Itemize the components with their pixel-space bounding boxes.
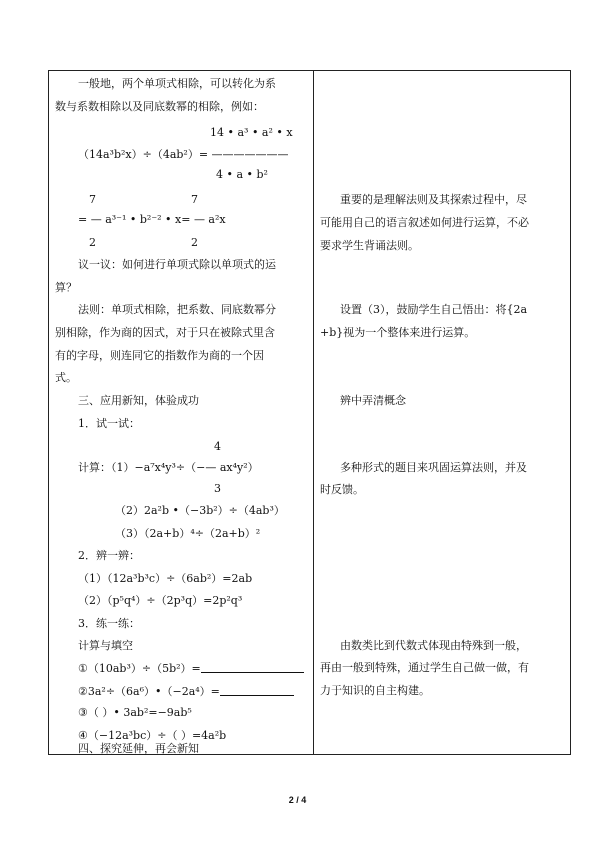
section-3-heading: 三、应用新知，体验成功 [78, 394, 199, 407]
calc-fraction-numerator: 4 [214, 440, 221, 453]
calc-fraction-denominator: 3 [214, 482, 221, 495]
rule-line-3: 有的字母，则连同它的指数作为商的一个因 [55, 349, 264, 362]
fill-item-2-text: ②3a²÷（6a⁶）•（−2a⁴）= [78, 685, 220, 698]
coef-denominator-2: 2 [191, 236, 198, 249]
intro-line-1: 一般地，两个单项式相除，可以转化为系 [78, 77, 276, 90]
page-number: 2 / 4 [288, 795, 307, 805]
fill-item-1-text: ①（10ab³）÷（5b²）= [78, 662, 201, 675]
fill-item-1 [78, 661, 304, 676]
discuss-line-1: 议一议：如何进行单项式除以单项式的运 [78, 258, 276, 271]
answer-blank-1[interactable] [201, 661, 304, 673]
note-5-line-2: 再由一般到特殊，通过学生自己做一做，有 [320, 661, 529, 674]
note-5-line-3: 力于知识的自主构建。 [320, 684, 430, 697]
note-1-line-1: 重要的是理解法则及其探索过程中，尽 [340, 193, 527, 206]
fill-item-2 [78, 684, 294, 699]
note-2-line-2: +b}视为一个整体来进行运算。 [320, 326, 476, 339]
note-2-line-1: 设置（3），鼓励学生自己悟出：将{2a [340, 303, 528, 316]
intro-line-2: 数与系数相除以及同底数幂的相除，例如： [55, 100, 264, 113]
note-5-line-1: 由数类比到代数式体现由特殊到一般， [340, 639, 527, 652]
example-expression: （14a³b²x）÷（4ab²）= ——————— [78, 148, 289, 161]
fill-item-3: ③（ ）• 3ab²=−9ab⁵ [78, 706, 192, 719]
rule-line-2: 别相除，作为商的因式，对于只在被除式里含 [55, 326, 275, 339]
note-1-line-2: 可能用自己的语言叙述如何进行运算，不必 [320, 216, 529, 229]
calc-item-1: 计算：（1）−a⁷x⁴y³÷（−— ax⁴y²） [78, 461, 259, 474]
note-1-line-3: 要求学生背诵法则。 [320, 239, 419, 252]
judge-item-2: （2）（p⁵q⁴）÷（2p³q）=2p²q³ [78, 594, 243, 607]
coef-numerator-2: 7 [191, 193, 198, 206]
discuss-line-2: 算？ [55, 281, 77, 294]
judge-item-1: （1）（12a³b³c）÷（6ab²）=2ab [78, 572, 253, 585]
note-3: 辨中弄清概念 [340, 394, 406, 407]
coef-denominator-1: 2 [89, 236, 96, 249]
answer-blank-2[interactable] [220, 684, 294, 696]
coef-numerator-1: 7 [89, 193, 96, 206]
rule-line-4: 式。 [55, 371, 77, 384]
try-heading: 1．试一试： [78, 417, 140, 430]
fill-heading: 计算与填空 [78, 639, 133, 652]
judge-heading: 2．辨一辨： [78, 549, 140, 562]
example-numerator: 14 • a³ • a² • x [210, 126, 293, 139]
section-4-heading: 四、探究延伸，再会新知 [78, 742, 199, 755]
example-result: = — a³⁻¹ • b²⁻² • x= — a²x [78, 213, 226, 226]
calc-item-3: （3）（2a+b）⁴÷（2a+b）² [115, 527, 261, 540]
column-divider [313, 70, 314, 755]
practice-heading: 3．练一练： [78, 617, 140, 630]
calc-item-2: （2）2a²b •（−3b²）÷（4ab³） [115, 504, 285, 517]
fill-item-4: ④（−12a³bc）÷（ ）=4a²b [78, 729, 227, 742]
note-4-line-1: 多种形式的题目来巩固运算法则，并及 [340, 461, 527, 474]
example-denominator: 4 • a • b² [216, 168, 268, 181]
note-4-line-2: 时反馈。 [320, 483, 364, 496]
rule-line-1: 法则：单项式相除，把系数、同底数幂分 [78, 303, 276, 316]
